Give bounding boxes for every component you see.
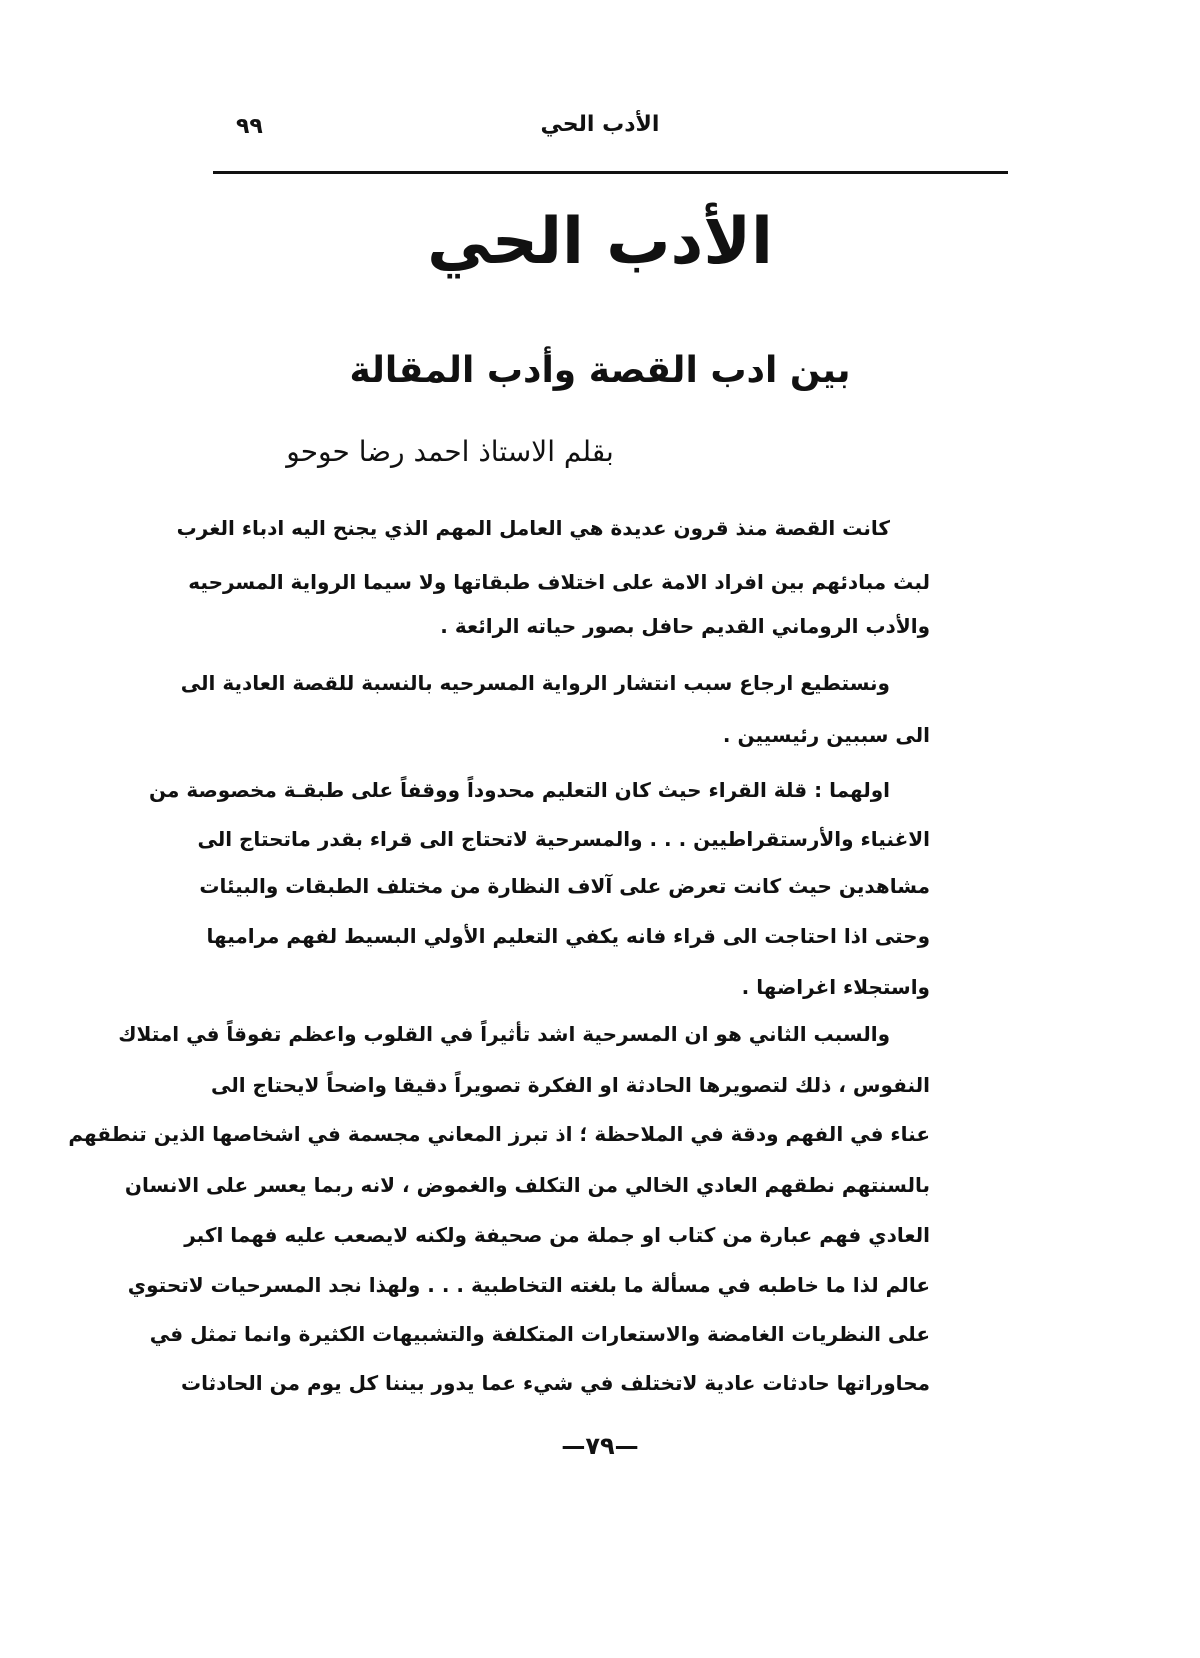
header-page-number: ٩٩ xyxy=(236,114,263,139)
body-line: لبث مبادئهم بين افراد الامة على اختلاف طبقاتها ولا سيما الرواية المسرحيه xyxy=(188,570,930,594)
running-title: الأدب الحي xyxy=(540,112,660,137)
body-line: محاوراتها حادثات عادية لاتختلف في شيء عما يدور بيننا كل يوم من الحادثات xyxy=(180,1371,930,1395)
footer-page-number: —٧٩— xyxy=(561,1432,639,1460)
body-line: مشاهدين حيث كانت تعرض على آلاف النظارة من مختلف الطبقات والبيئات xyxy=(199,874,930,898)
body-line: والسبب الثاني هو ان المسرحية اشد تأثيراً في القلوب واعظم تفوقاً في امتلاك xyxy=(118,1022,890,1046)
body-line: العادي فهم عبارة من كتاب او جملة من صحيفة ولكنه لايصعب عليه فهما اكبر xyxy=(184,1223,930,1247)
body-line: كانت القصة منذ قرون عديدة هي العامل المهم الذي يجنح اليه ادباء الغرب xyxy=(176,516,890,540)
body-line: على النظريات الغامضة والاستعارات المتكلفة والتشبيهات الكثيرة وانما تمثل في xyxy=(149,1322,930,1346)
author-byline: بقلم الاستاذ احمد رضا حوحو xyxy=(286,435,614,468)
body-line: النفوس ، ذلك لتصويرها الحادثة او الفكرة تصويراً دقيقا واضحاً لايحتاج الى xyxy=(210,1073,930,1097)
page-title: الأدب الحي xyxy=(427,205,773,279)
body-line: اولهما : قلة القراء حيث كان التعليم محدوداً ووقفاً على طبقـة مخصوصة من xyxy=(149,778,890,802)
body-line: ونستطيع ارجاع سبب انتشار الرواية المسرحيه بالنسبة للقصة العادية الى xyxy=(180,671,890,695)
body-line: وحتى اذا احتاجت الى قراء فانه يكفي التعليم الأولي البسيط لفهم مراميها xyxy=(206,924,930,948)
body-line: واستجلاء اغراضها . xyxy=(741,975,930,999)
article-subtitle: بين ادب القصة وأدب المقالة xyxy=(349,350,851,391)
header-divider xyxy=(213,171,1008,174)
body-line: الى سببين رئيسيين . xyxy=(722,723,930,747)
body-line: والأدب الروماني القديم حافل بصور حياته الرائعة . xyxy=(440,614,930,638)
body-line: بالسنتهم نطقهم العادي الخالي من التكلف والغموض ، لانه ربما يعسر على الانسان xyxy=(124,1173,930,1197)
body-line: عناء في الفهم ودقة في الملاحظة ؛ اذ تبرز المعاني مجسمة في اشخاصها الذين تنطقهم xyxy=(68,1122,930,1146)
body-line: الاغنياء والأرستقراطيين . . . والمسرحية لاتحتاج الى قراء بقدر ماتحتاج الى xyxy=(197,827,930,851)
body-line: عالم لذا ما خاطبه في مسألة ما بلغته التخاطبية . . . ولهذا نجد المسرحيات لاتحتوي xyxy=(127,1273,930,1297)
